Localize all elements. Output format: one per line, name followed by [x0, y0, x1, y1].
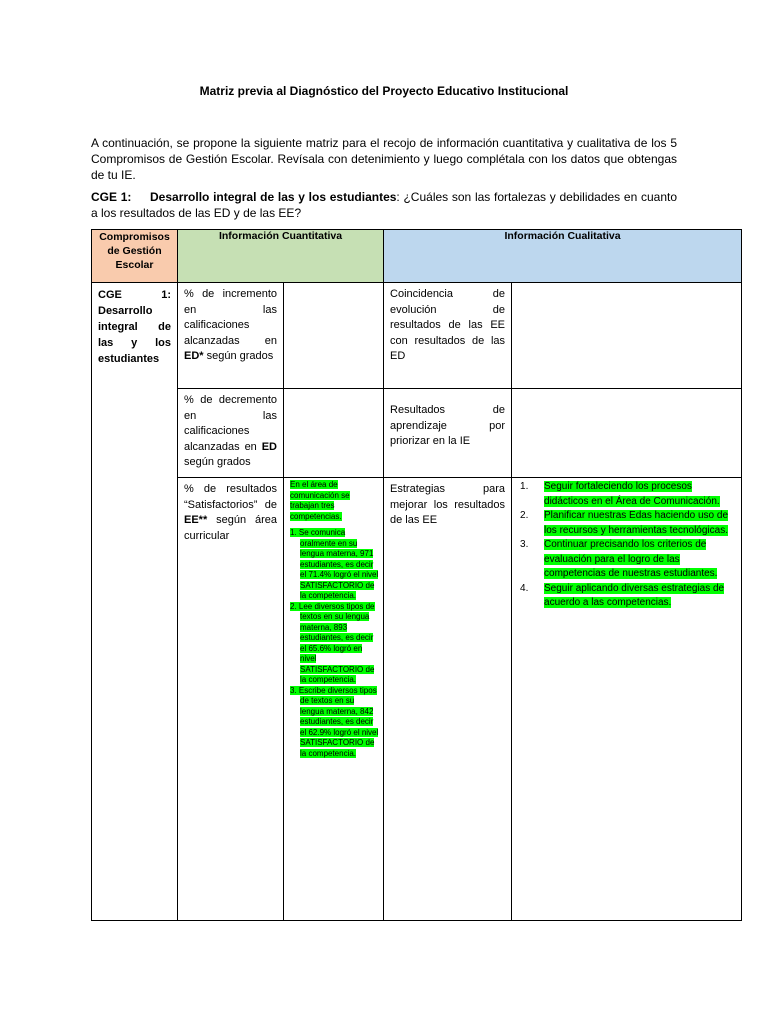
quant-label: % de incremento en las calificaciones alcanzadas en ED* según grados [184, 288, 277, 362]
quant-result-item: 1. Se comunica oralmente en su lengua materna, 971 estudiantes, es decir el 71.4% logró el nivel SATISFACTORIO de la competencia. [290, 528, 379, 600]
quant-label-cell [178, 389, 284, 478]
qual-label: Estrategias para mejorar los resultados de las EE [390, 483, 506, 526]
quant-result-item: 3. Escribe diversos tipos de textos en su lengua materna, 842 estudiantes, es decir el 62.9% logró el nivel SATISFACTORIO de la competencia. [290, 685, 379, 758]
intro-paragraph: A continuación, se propone la siguiente matriz para el recojo de información cuantitativa y cualitativa de los 5 Compromisos de Gestión Escolar. Revísala con detenimiento y luego complétala con los datos que obtengas de tu IE. [91, 136, 677, 182]
qual-label: Coincidencia de evolución de resultados de las EE con resultados de las ED [390, 288, 506, 362]
cge-question [91, 189, 677, 221]
strategy-item: 2. Planificar nuestras Edas haciendo uso de los recursos y herramientas tecnológicas. [520, 510, 729, 536]
qual-label: Resultados de aprendizaje por priorizar en la IE [390, 404, 506, 447]
qual-label-cell [384, 478, 512, 921]
strategies-list [512, 478, 741, 613]
strategy-item: 3. Continuar precisando los criterios de evaluación para el logro de las competencias de nuestras estudiantes. [520, 539, 718, 579]
quant-label-cell [178, 283, 284, 389]
strategy-item: 4. Seguir aplicando diversas estrategias de acuerdo a las competencias. [520, 582, 725, 608]
cge-cell-text: CGE 1: Desarrollo integral de las y los estudiantes [98, 289, 171, 365]
quant-value-cell[interactable] [284, 389, 384, 478]
strategy-item: 1. Seguir fortaleciendo los procesos didácticos en el Área de Comunicación. [520, 481, 720, 507]
cge-question-text: : ¿Cuáles son las fortalezas y debilidades en cuanto a los resultados de las ED y de las EE? [91, 190, 678, 220]
quant-label-cell [178, 478, 284, 921]
quant-value-cell[interactable] [284, 478, 384, 921]
qual-value-cell[interactable] [512, 389, 742, 478]
header-compromisos: Compromisos de Gestión Escolar [92, 230, 178, 283]
cge-title: Desarrollo integral de las y los estudiantes [150, 190, 397, 204]
quant-label: % de resultados “Satisfactorios” de EE** según área curricular [184, 483, 277, 542]
qual-label-cell [384, 283, 512, 389]
qual-label-cell [384, 389, 512, 478]
quant-results-note [284, 478, 383, 761]
header-cuantitativa: Información Cuantitativa [178, 230, 384, 283]
qual-value-cell[interactable] [512, 478, 742, 921]
header-cualitativa: Información Cualitativa [384, 230, 742, 283]
cge-cell [92, 283, 178, 921]
quant-result-item: 2. Lee diversos tipos de textos en su lengua materna, 893 estudiantes, es decir el 65.6% logró en nivel SATISFACTORIO de la competencia. [290, 601, 375, 684]
quant-value-cell[interactable] [284, 283, 384, 389]
cge-label: CGE 1: [91, 190, 132, 204]
quant-label: % de decremento en las calificaciones alcanzadas en ED según grados [184, 394, 277, 468]
page-title: Matriz previa al Diagnóstico del Proyecto Educativo Institucional [199, 84, 569, 98]
qual-value-cell[interactable] [512, 283, 742, 389]
quant-results-intro: En el área de comunicación se trabajan tres competencias. [290, 480, 350, 521]
diagnostic-matrix [91, 229, 742, 921]
